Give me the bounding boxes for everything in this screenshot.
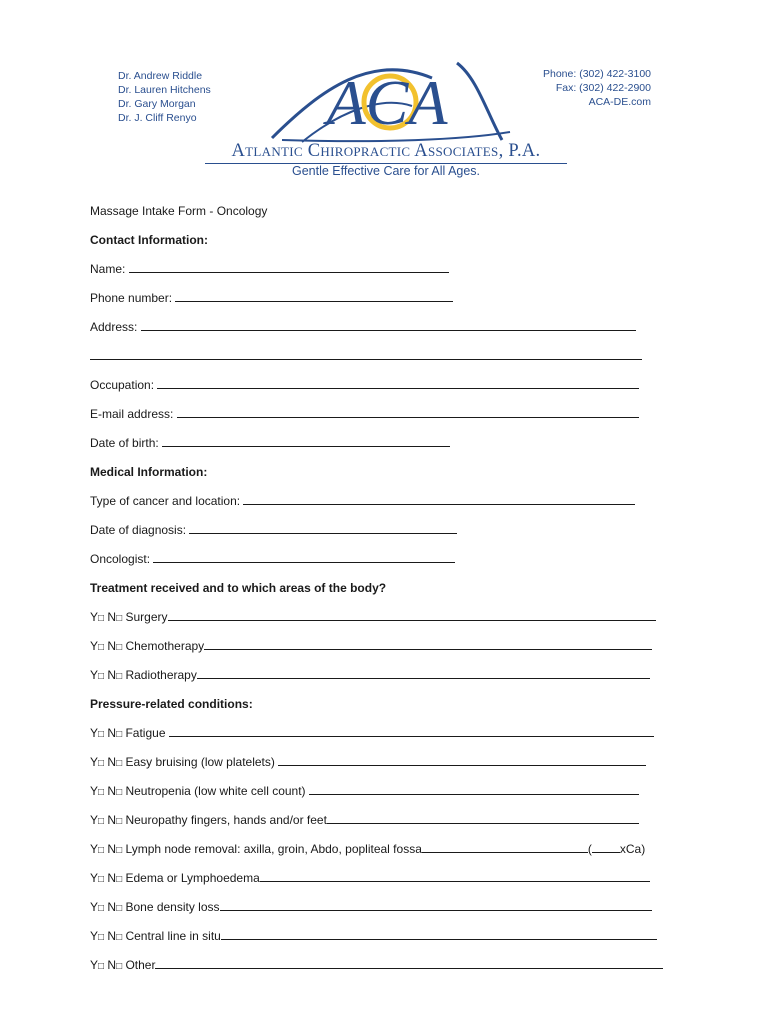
- yes-checkbox[interactable]: □: [98, 874, 105, 885]
- treatment-row: [90, 667, 650, 685]
- address-row-2: [90, 348, 642, 364]
- dob-row: [90, 435, 450, 451]
- doctor-name: Dr. Andrew Riddle: [118, 70, 203, 82]
- lymph-paren: (: [587, 842, 592, 856]
- yes-label: Y: [90, 755, 99, 769]
- condition-row: [90, 957, 663, 975]
- oncologist-field[interactable]: [153, 551, 455, 563]
- no-checkbox[interactable]: □: [116, 729, 123, 740]
- name-label: Name:: [90, 262, 126, 276]
- lymph-suffix: xCa): [619, 842, 646, 856]
- no-label: N: [107, 842, 117, 856]
- yes-checkbox[interactable]: □: [98, 758, 105, 769]
- yes-label: Y: [90, 813, 99, 827]
- condition-field[interactable]: [221, 928, 657, 940]
- yes-checkbox[interactable]: □: [98, 816, 105, 827]
- yes-label: Y: [90, 726, 99, 740]
- yes-label: Y: [90, 610, 99, 624]
- yes-label: Y: [90, 871, 99, 885]
- treatment-field[interactable]: [204, 638, 652, 650]
- doctor-name: Dr. Gary Morgan: [118, 98, 196, 110]
- yes-checkbox[interactable]: □: [98, 613, 105, 624]
- aca-logo-icon: [262, 58, 512, 144]
- condition-label: Bone density loss: [125, 900, 220, 914]
- condition-field[interactable]: [278, 754, 646, 766]
- condition-field[interactable]: [260, 870, 650, 882]
- occupation-label: Occupation:: [90, 378, 155, 392]
- condition-label: Other: [125, 958, 156, 972]
- yes-checkbox[interactable]: □: [98, 787, 105, 798]
- condition-row: [90, 870, 650, 888]
- yes-label: Y: [90, 900, 99, 914]
- yes-label: Y: [90, 929, 99, 943]
- treatment-row: [90, 638, 652, 656]
- condition-field[interactable]: [309, 783, 639, 795]
- condition-label: Central line in situ: [125, 929, 221, 943]
- phone-row: [90, 290, 453, 306]
- fax-text: Fax: (302) 422-2900: [555, 82, 651, 94]
- yes-checkbox[interactable]: □: [98, 961, 105, 972]
- lymph-count-field[interactable]: [592, 841, 620, 853]
- letterhead: [0, 0, 770, 190]
- email-label: E-mail address:: [90, 407, 174, 421]
- dob-field[interactable]: [162, 435, 450, 447]
- no-checkbox[interactable]: □: [116, 903, 123, 914]
- treatment-heading: Treatment received and to which areas of the body?: [90, 581, 387, 595]
- condition-row: [90, 754, 646, 772]
- occupation-row: [90, 377, 639, 393]
- phone-field[interactable]: [175, 290, 453, 302]
- email-row: [90, 406, 639, 422]
- yes-label: Y: [90, 639, 99, 653]
- yes-label: Y: [90, 958, 99, 972]
- no-label: N: [107, 958, 117, 972]
- condition-row: [90, 725, 654, 743]
- no-label: N: [107, 871, 117, 885]
- condition-label: Lymph node removal: axilla, groin, Abdo, popliteal fossa: [125, 842, 422, 856]
- yes-label: Y: [90, 842, 99, 856]
- no-label: N: [107, 610, 117, 624]
- condition-row: [90, 783, 639, 801]
- no-checkbox[interactable]: □: [116, 613, 123, 624]
- condition-field[interactable]: [422, 841, 588, 853]
- no-label: N: [107, 813, 117, 827]
- yes-label: Y: [90, 784, 99, 798]
- no-checkbox[interactable]: □: [116, 816, 123, 827]
- diagnosis-row: [90, 522, 457, 538]
- address-field[interactable]: [141, 319, 636, 331]
- yes-checkbox[interactable]: □: [98, 932, 105, 943]
- treatment-field[interactable]: [168, 609, 656, 621]
- pressure-heading: Pressure-related conditions:: [90, 697, 253, 711]
- doctor-name: Dr. Lauren Hitchens: [118, 84, 211, 96]
- treatment-label: Chemotherapy: [125, 639, 205, 653]
- form-title: Massage Intake Form - Oncology: [90, 204, 268, 218]
- diagnosis-label: Date of diagnosis:: [90, 523, 187, 537]
- condition-row: [90, 899, 652, 917]
- doctor-list: [118, 69, 211, 125]
- condition-field[interactable]: [220, 899, 652, 911]
- doctor-name: Dr. J. Cliff Renyo: [118, 112, 197, 124]
- diagnosis-field[interactable]: [189, 522, 457, 534]
- name-field[interactable]: [129, 261, 449, 273]
- treatment-label: Radiotherapy: [125, 668, 197, 682]
- occupation-field[interactable]: [157, 377, 639, 389]
- no-checkbox[interactable]: □: [116, 758, 123, 769]
- condition-label: Edema or Lymphoedema: [125, 871, 260, 885]
- oncologist-label: Oncologist:: [90, 552, 151, 566]
- no-checkbox[interactable]: □: [116, 642, 123, 653]
- yes-checkbox[interactable]: □: [98, 903, 105, 914]
- yes-checkbox[interactable]: □: [98, 845, 105, 856]
- condition-row: [90, 841, 645, 859]
- yes-checkbox[interactable]: □: [98, 671, 105, 682]
- dob-label: Date of birth:: [90, 436, 159, 450]
- tagline: Gentle Effective Care for All Ages.: [291, 164, 481, 178]
- no-label: N: [107, 784, 117, 798]
- no-checkbox[interactable]: □: [116, 932, 123, 943]
- treatment-row: [90, 609, 656, 627]
- address-row: [90, 319, 636, 335]
- no-label: N: [107, 726, 117, 740]
- logo-text: ACA: [326, 67, 448, 138]
- phone-label: Phone number:: [90, 291, 173, 305]
- contact-heading: Contact Information:: [90, 233, 208, 247]
- cancer-field[interactable]: [243, 493, 635, 505]
- condition-label: Neuropathy fingers, hands and/or feet: [125, 813, 327, 827]
- condition-field[interactable]: [327, 812, 639, 824]
- address-label: Address:: [90, 320, 138, 334]
- condition-field[interactable]: [169, 725, 654, 737]
- cancer-row: [90, 493, 635, 509]
- no-label: N: [107, 755, 117, 769]
- condition-label: Fatigue: [125, 726, 166, 740]
- no-checkbox[interactable]: □: [116, 787, 123, 798]
- company-name: Atlantic Chiropractic Associates, P.A.: [231, 141, 541, 161]
- address-field-2[interactable]: [90, 348, 642, 360]
- email-field[interactable]: [177, 406, 639, 418]
- website-text: ACA-DE.com: [588, 96, 651, 108]
- no-label: N: [107, 929, 117, 943]
- condition-row: [90, 812, 639, 830]
- condition-label: Neutropenia (low white cell count): [125, 784, 306, 798]
- no-checkbox[interactable]: □: [116, 874, 123, 885]
- no-label: N: [107, 668, 117, 682]
- no-label: N: [107, 900, 117, 914]
- no-checkbox[interactable]: □: [116, 671, 123, 682]
- no-checkbox[interactable]: □: [116, 845, 123, 856]
- cancer-label: Type of cancer and location:: [90, 494, 241, 508]
- no-label: N: [107, 639, 117, 653]
- condition-field[interactable]: [155, 957, 663, 969]
- name-row: [90, 261, 449, 277]
- condition-label: Easy bruising (low platelets): [125, 755, 275, 769]
- yes-checkbox[interactable]: □: [98, 729, 105, 740]
- condition-row: [90, 928, 657, 946]
- oncologist-row: [90, 551, 455, 567]
- no-checkbox[interactable]: □: [116, 961, 123, 972]
- contact-info: [543, 67, 651, 109]
- treatment-field[interactable]: [197, 667, 650, 679]
- treatment-label: Surgery: [125, 610, 168, 624]
- yes-checkbox[interactable]: □: [98, 642, 105, 653]
- phone-text: Phone: (302) 422-3100: [543, 68, 651, 80]
- yes-label: Y: [90, 668, 99, 682]
- medical-heading: Medical Information:: [90, 465, 208, 479]
